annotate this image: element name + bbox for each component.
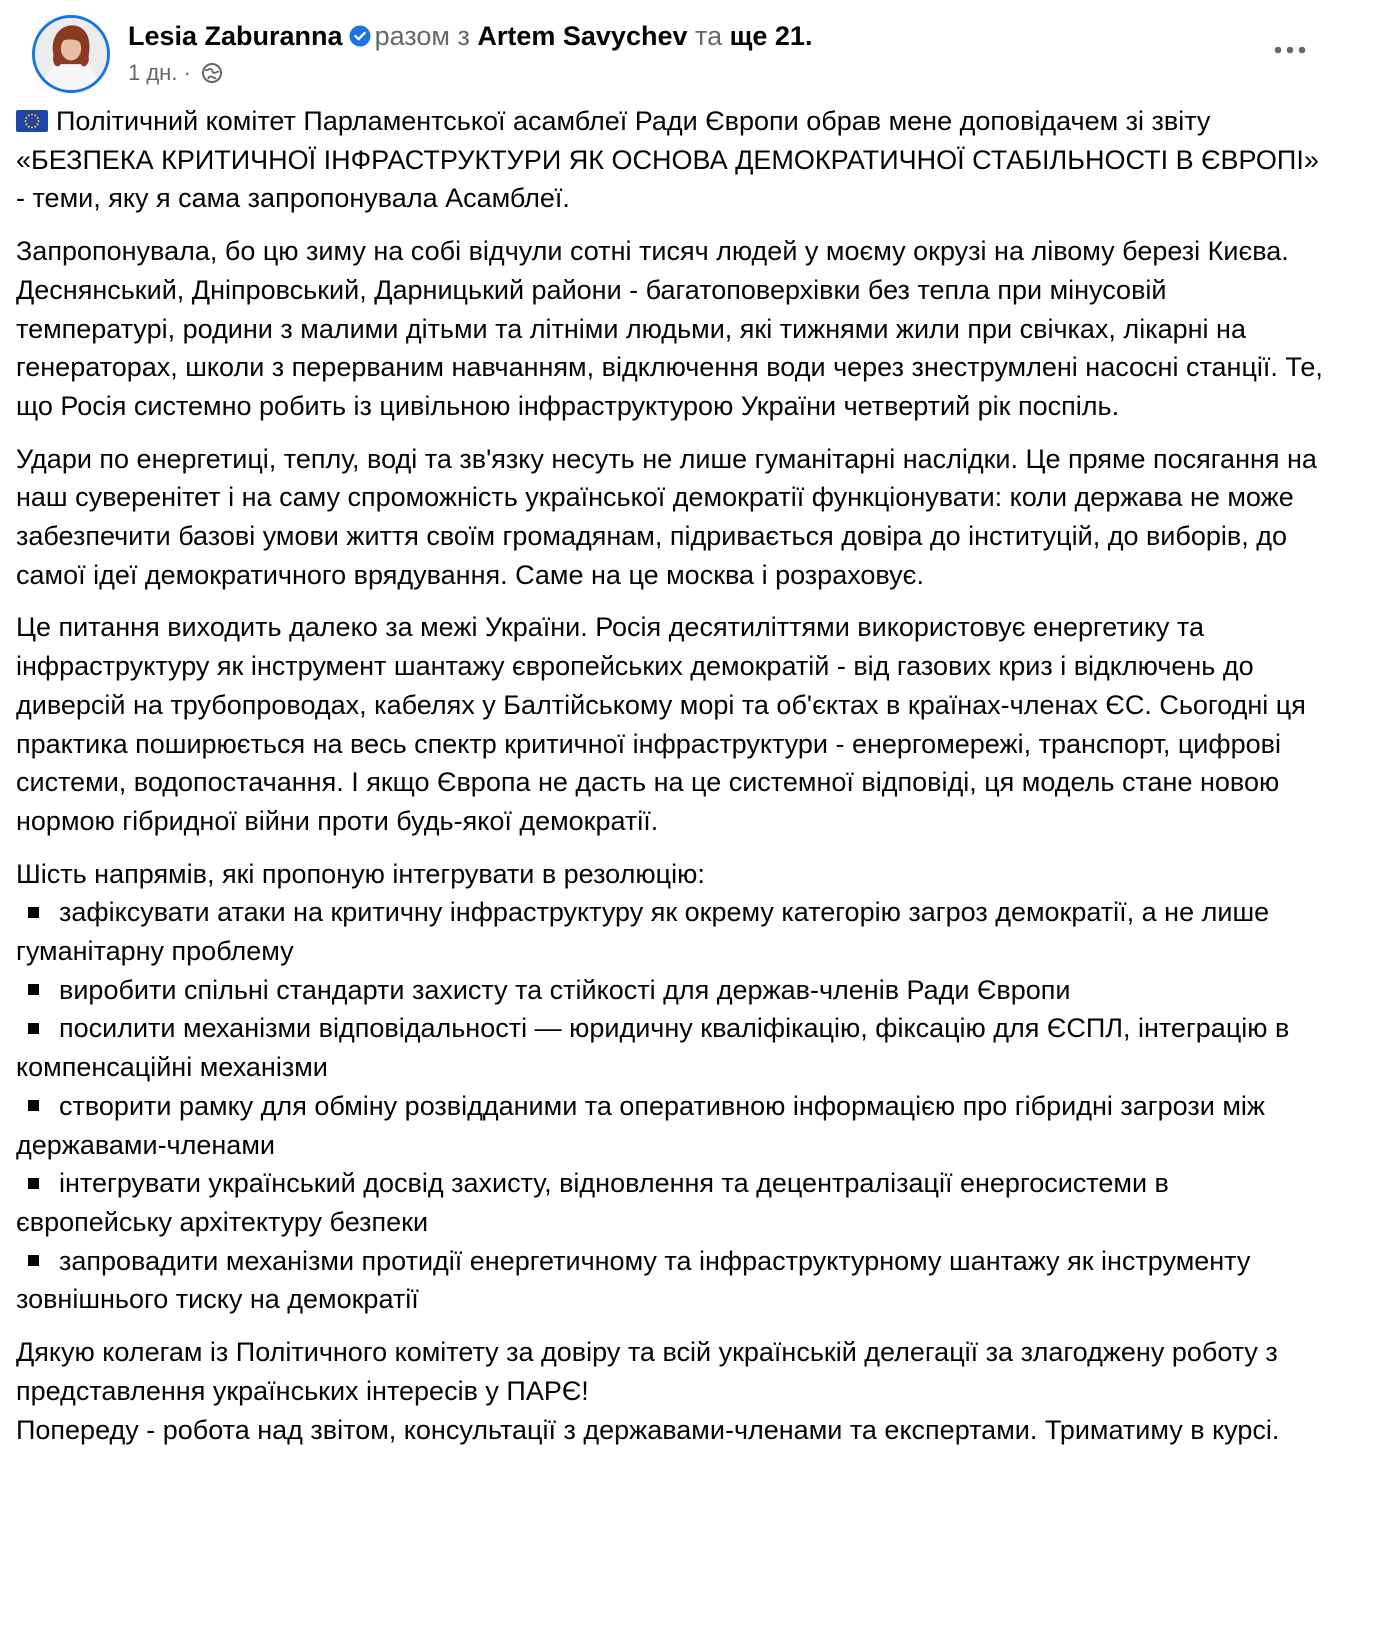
- bullet-icon: [28, 1255, 39, 1266]
- closing-next-steps: Попереду - робота над звітом, консультації з державами-членами та експертами. Триматиму в курсі.: [16, 1414, 1280, 1445]
- author-name[interactable]: Lesia Zaburanna: [128, 21, 343, 51]
- post-body: [16, 102, 1384, 1449]
- list-item-text: зафіксувати атаки на критичну інфраструктуру як окрему категорію загроз демократії, а не лише гуманітарну проблему: [16, 897, 1270, 967]
- and-text: та: [695, 21, 723, 51]
- verified-badge-icon: [349, 25, 371, 47]
- list-item: [16, 1242, 1324, 1319]
- paragraph-2: Запропонувала, бо цю зиму на собі відчули сотні тисяч людей у моєму окрузі на лівому березі Києва. Деснянський, Дніпровський, Дарницький райони - багатоповерхівки без тепла при мінусовій температурі, родини з малими дітьми та літніми людьми, які тижнями жили при свічках, лікарні на генераторах, школи з перерваним навчанням, відключення води через знеструмлені насосні станції. Те, що Росія системно робить із цивільною інфраструктурою України четвертий рік поспіль.: [16, 236, 1323, 421]
- list-item-text: посилити механізми відповідальності — юридичну кваліфікацію, фіксацію для ЄСПЛ, інтеграцію в компенсаційні механізми: [16, 1013, 1290, 1083]
- bullet-icon: [28, 1023, 39, 1034]
- directions-list: [16, 855, 1324, 1319]
- post-meta: [128, 58, 223, 88]
- list-item-text: інтегрувати український досвід захисту, відновлення та децентралізації енергосистеми в європейську архітектуру безпеки: [16, 1168, 1169, 1237]
- period: .: [804, 21, 813, 51]
- closing-paragraph: [16, 1333, 1324, 1449]
- globe-icon[interactable]: [201, 62, 223, 84]
- author-line: [128, 18, 812, 54]
- more-tagged-link[interactable]: ще 21: [729, 21, 805, 51]
- bullet-icon: [28, 1100, 39, 1111]
- list-item: [16, 971, 1324, 1010]
- list-item-text: запровадити механізми протидії енергетичному та інфраструктурному шантажу як інструменту зовнішнього тиску на демократії: [16, 1245, 1251, 1315]
- list-item-text: виробити спільні стандарти захисту та стійкості для держав-членів Ради Європи: [59, 974, 1071, 1005]
- bullet-icon: [28, 907, 39, 918]
- closing-thanks: Дякую колегам із Політичного комітету за довіру та всій українській делегації за злагоджену роботу з представлення українських інтересів у ПАРЄ!: [16, 1337, 1278, 1406]
- meta-separator: ·: [183, 60, 191, 85]
- list-item: [16, 1087, 1324, 1164]
- tagged-person-link[interactable]: Artem Savychev: [477, 21, 688, 51]
- eu-flag-icon: [16, 110, 48, 132]
- bullet-icon: [28, 984, 39, 995]
- avatar-image: [35, 18, 107, 90]
- paragraph-4: Це питання виходить далеко за межі України. Росія десятиліттями використовує енергетику та інфраструктуру як інструмент шантажу європейських демократій - від газових криз і відключень до диверсій на трубопроводах, кабелях у Балтійському морі та об'єктах в країнах-членах ЄС. Сьогодні ця практика поширюється на весь спектр критичної інфраструктури - енергомережі, транспорт, цифрові системи, водопостачання. І якщо Європа не дасть на це системної відповіді, ця модель стане новою нормою гібридної війни проти будь-якої демократії.: [16, 612, 1306, 836]
- paragraph-3: Удари по енергетиці, теплу, воді та зв'язку несуть не лише гуманітарні наслідки. Це пряме посягання на наш суверенітет і на саму спроможність української демократії функціонувати: коли держава не може забезпечити базові умови життя своїм громадянам, підривається довіра до інституцій, до виборів, до самої ідеї демократичного врядування. Саме на це москва і розраховує.: [16, 443, 1317, 590]
- list-intro: Шість напрямів, які пропоную інтегрувати в резолюцію:: [16, 858, 705, 889]
- author-avatar[interactable]: [32, 15, 110, 93]
- paragraph-text: Політичний комітет Парламентської асамблеї Ради Європи обрав мене доповідачем зі звіту «БЕЗПЕКА КРИТИЧНОЇ ІНФРАСТРУКТУРИ ЯК ОСНОВА ДЕМОКРАТИЧНОЇ СТАБІЛЬНОСТІ В ЄВРОПІ» - теми, яку я сама запропонувала Асамблеї.: [16, 106, 1319, 214]
- post-timestamp[interactable]: 1 дн.: [128, 60, 178, 85]
- more-options-icon: [1268, 34, 1312, 66]
- post-header: [16, 0, 1384, 102]
- list-item-text: створити рамку для обміну розвідданими та оперативною інформацією про гібридні загрози між державами-членами: [16, 1090, 1265, 1160]
- list-item: [16, 893, 1324, 970]
- bullet-icon: [28, 1178, 39, 1189]
- list-item: [16, 1009, 1324, 1086]
- list-item: [16, 1164, 1324, 1241]
- paragraph-1: [16, 102, 1324, 218]
- with-text: разом з: [374, 21, 470, 51]
- more-options-button[interactable]: [1268, 34, 1312, 66]
